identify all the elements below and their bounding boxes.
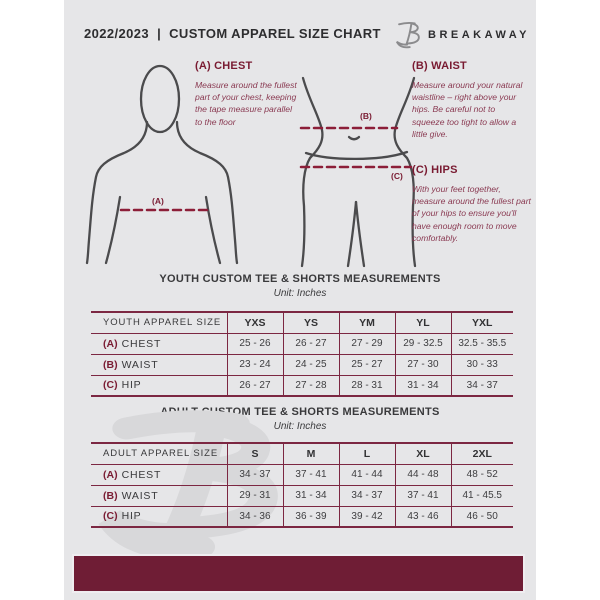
- column-header: YXL: [451, 312, 513, 333]
- chest-heading: (A) CHEST: [195, 60, 253, 72]
- column-header: M: [283, 443, 339, 464]
- breakaway-logo-icon: [394, 20, 421, 50]
- waist-body-text: Measure around your natural waistline – right above your hips. Be careful not to squeeze too tight to allow a little give.: [412, 80, 523, 139]
- size-value: 39 - 42: [339, 506, 395, 527]
- row-name: WAIST: [121, 489, 159, 502]
- figure-navel: [349, 137, 359, 139]
- column-header: ADULT APPAREL SIZE: [103, 448, 219, 460]
- youth-section-title: YOUTH CUSTOM TEE & SHORTS MEASUREMENTS: [159, 273, 441, 285]
- row-prefix: (C): [103, 510, 118, 523]
- size-value: 44 - 48: [395, 464, 451, 485]
- row-label: [91, 333, 227, 354]
- size-value: 25 - 27: [339, 354, 395, 375]
- size-value: 34 - 36: [227, 506, 283, 527]
- chest-instructions: [195, 60, 297, 128]
- chest-marker-label: (A): [152, 196, 164, 206]
- page-title: 2022/2023 | CUSTOM APPAREL SIZE CHART: [84, 26, 381, 41]
- size-value: 29 - 31: [227, 485, 283, 506]
- row-prefix: (B): [103, 489, 118, 502]
- hips-heading: (C) HIPS: [412, 164, 458, 176]
- size-value: 48 - 52: [451, 464, 513, 485]
- size-value: 30 - 33: [451, 354, 513, 375]
- table-row: [91, 333, 513, 354]
- row-name: WAIST: [121, 358, 159, 371]
- row-prefix: (A): [103, 468, 118, 481]
- chest-body-text: Measure around the fullest part of your chest, keeping the tape measure parallel to the floor: [195, 80, 297, 127]
- row-prefix: (B): [103, 358, 118, 371]
- size-value: 34 - 37: [451, 375, 513, 396]
- size-value: 41 - 45.5: [451, 485, 513, 506]
- row-prefix: (A): [103, 337, 118, 350]
- size-value: 37 - 41: [283, 464, 339, 485]
- hips-instructions: [412, 164, 531, 244]
- footer-bar: [72, 554, 525, 593]
- size-value: 43 - 46: [395, 506, 451, 527]
- size-value: 23 - 24: [227, 354, 283, 375]
- figure-left-leg: [348, 202, 356, 266]
- size-value: 41 - 44: [339, 464, 395, 485]
- size-value: 27 - 28: [283, 375, 339, 396]
- figure-right-inner-arm: [206, 197, 220, 263]
- brand-lockup: [394, 20, 530, 50]
- size-value: 32.5 - 35.5: [451, 333, 513, 354]
- size-value: 27 - 29: [339, 333, 395, 354]
- hips-marker-label: (C): [391, 171, 403, 181]
- hips-body-text: With your feet together, measure around the fullest part of your hips to ensure you'll have enough room to move comfortably.: [412, 184, 531, 243]
- size-value: 34 - 37: [339, 485, 395, 506]
- table-row: [91, 485, 513, 506]
- column-header: YM: [339, 312, 395, 333]
- size-chart-page: [64, 0, 536, 600]
- row-label: [91, 354, 227, 375]
- size-value: 27 - 30: [395, 354, 451, 375]
- figure-left-silhouette: [302, 78, 322, 266]
- row-label: [91, 464, 227, 485]
- table-row: [91, 464, 513, 485]
- row-label: [91, 506, 227, 527]
- column-header: YOUTH APPAREL SIZE: [103, 317, 222, 329]
- size-value: 37 - 41: [395, 485, 451, 506]
- size-value: 31 - 34: [283, 485, 339, 506]
- size-value: 26 - 27: [227, 375, 283, 396]
- size-value: 25 - 26: [227, 333, 283, 354]
- column-header: L: [339, 443, 395, 464]
- column-header: YS: [283, 312, 339, 333]
- adult-unit-label: Unit: Inches: [273, 421, 327, 432]
- figure-right-leg: [356, 202, 364, 266]
- row-name: CHEST: [121, 337, 162, 350]
- size-value: 28 - 31: [339, 375, 395, 396]
- figure-hip-curve: [306, 152, 407, 159]
- row-label: [91, 485, 227, 506]
- waist-marker-label: (B): [360, 111, 372, 121]
- size-value: 46 - 50: [451, 506, 513, 527]
- table-row: [91, 506, 513, 527]
- row-name: HIP: [121, 510, 142, 523]
- row-name: CHEST: [121, 468, 162, 481]
- waist-instructions: [412, 60, 529, 140]
- brand-name: BREAKAWAY: [428, 29, 530, 41]
- waist-heading: (B) WAIST: [412, 60, 467, 72]
- figure-right-shoulder-arm: [177, 122, 237, 263]
- column-header: YL: [395, 312, 451, 333]
- youth-header-row: [91, 312, 513, 333]
- figure-left-shoulder-arm: [87, 122, 147, 263]
- size-value: 34 - 37: [227, 464, 283, 485]
- table-row: [91, 375, 513, 396]
- size-value: 29 - 32.5: [395, 333, 451, 354]
- waist-hips-measurement-figure: [292, 58, 420, 268]
- row-name: HIP: [121, 379, 142, 392]
- column-header: XL: [395, 443, 451, 464]
- youth-unit-label: Unit: Inches: [273, 288, 327, 299]
- adult-size-table: [91, 442, 513, 528]
- table-row: [91, 354, 513, 375]
- column-header: 2XL: [451, 443, 513, 464]
- size-value: 36 - 39: [283, 506, 339, 527]
- youth-size-table: [91, 311, 513, 397]
- adult-section-title: ADULT CUSTOM TEE & SHORTS MEASUREMENTS: [160, 406, 440, 418]
- column-header: S: [227, 443, 283, 464]
- figure-left-inner-arm: [106, 197, 120, 263]
- row-label: [91, 375, 227, 396]
- size-value: 31 - 34: [395, 375, 451, 396]
- row-prefix: (C): [103, 379, 118, 392]
- size-value: 26 - 27: [283, 333, 339, 354]
- size-value: 24 - 25: [283, 354, 339, 375]
- adult-header-row: [91, 443, 513, 464]
- column-header: YXS: [227, 312, 283, 333]
